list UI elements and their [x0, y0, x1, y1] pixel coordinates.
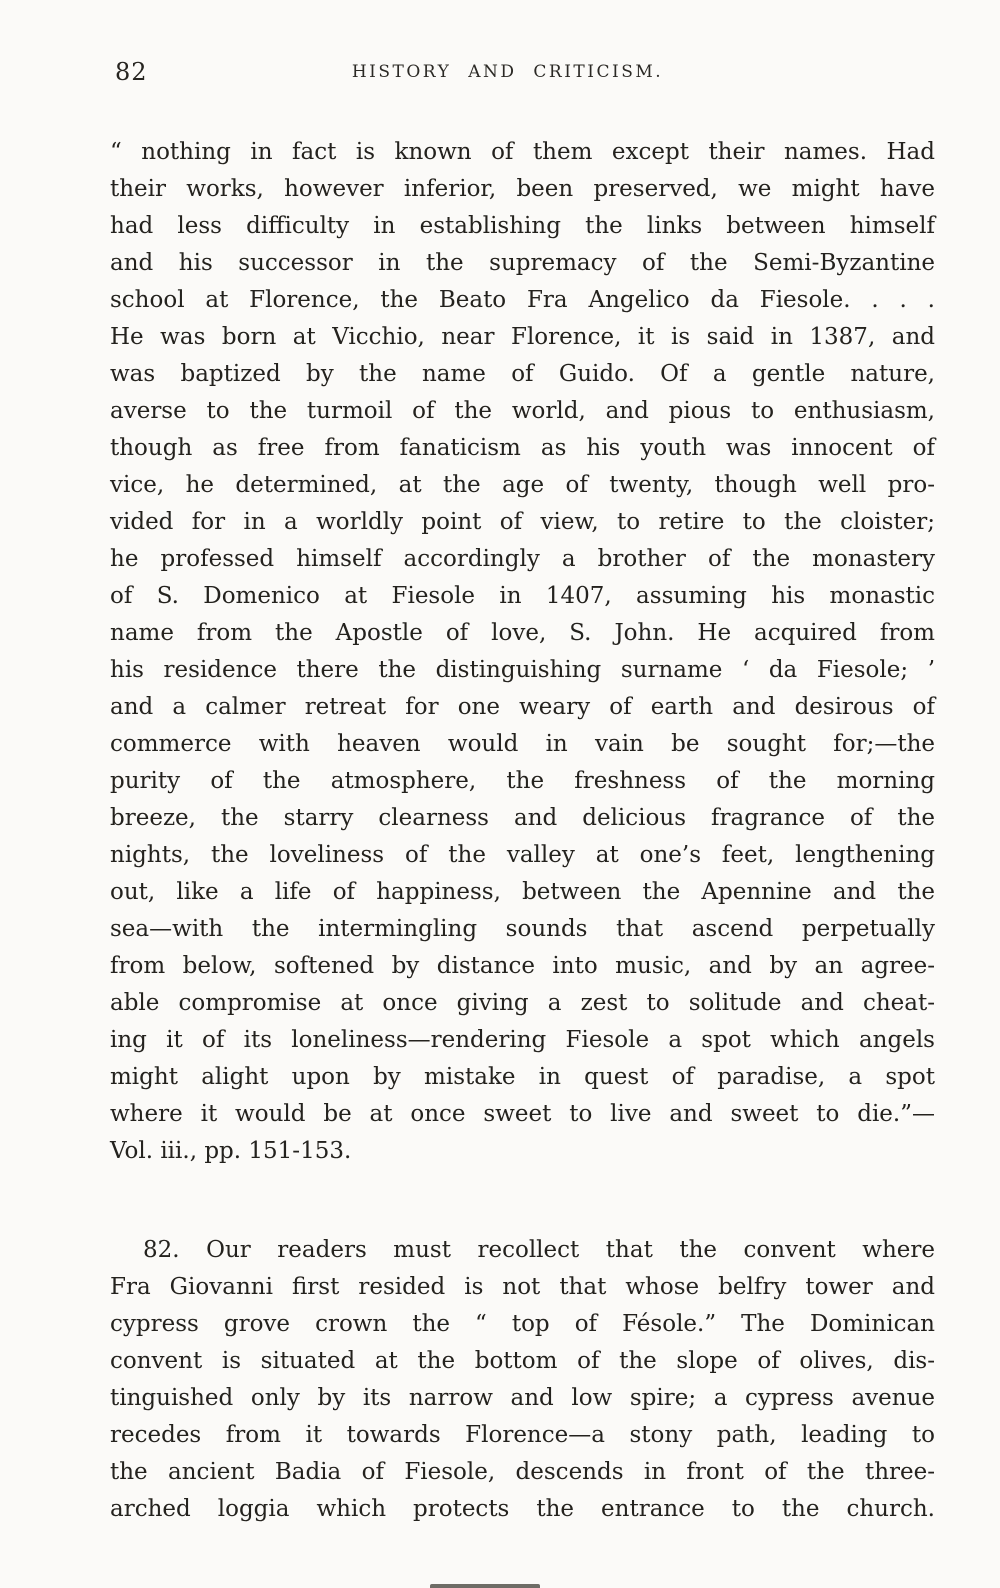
text-line: though as free from fanaticism as his youth was innocent of: [110, 435, 935, 461]
text-line: was baptized by the name of Guido. Of a gentle nature,: [110, 361, 935, 387]
text-line: tinguished only by its narrow and low spire; a cypress avenue: [110, 1385, 935, 1411]
text-line: had less difficulty in establishing the links between himself: [110, 213, 935, 239]
page-header: [110, 58, 935, 88]
text-line: able compromise at once giving a zest to solitude and cheat-: [110, 990, 935, 1016]
page-edge-shadow: [430, 1584, 540, 1588]
text-line: and a calmer retreat for one weary of earth and desirous of: [110, 694, 935, 720]
text-line: arched loggia which protects the entrance to the church.: [110, 1496, 935, 1522]
page-content: [110, 58, 935, 1528]
text-line: his residence there the distinguishing surname ‘ da Fiesole; ’: [110, 657, 935, 683]
text-line: of S. Domenico at Fiesole in 1407, assuming his monastic: [110, 583, 935, 609]
paragraph-quoted-extract: [110, 134, 935, 1170]
text-line: school at Florence, the Beato Fra Angelico da Fiesole. . . .: [110, 287, 935, 313]
text-line: he professed himself accordingly a brother of the monastery: [110, 546, 935, 572]
text-line: cypress grove crown the “ top of Fésole.” The Dominican: [110, 1311, 935, 1337]
text-line: convent is situated at the bottom of the slope of olives, dis-: [110, 1348, 935, 1374]
text-line: “ nothing in fact is known of them except their names. Had: [110, 139, 935, 165]
text-line: and his successor in the supremacy of the Semi-Byzantine: [110, 250, 935, 276]
text-line: from below, softened by distance into music, and by an agree-: [110, 953, 935, 979]
body-text: [110, 134, 935, 1528]
text-line: He was born at Vicchio, near Florence, it is said in 1387, and: [110, 324, 935, 350]
text-line: name from the Apostle of love, S. John. He acquired from: [110, 620, 935, 646]
paragraph-section-82: [110, 1232, 935, 1528]
page-number: 82: [115, 58, 148, 86]
text-line: recedes from it towards Florence—a stony path, leading to: [110, 1422, 935, 1448]
text-line: 82. Our readers must recollect that the convent where: [143, 1237, 935, 1263]
text-line: nights, the loveliness of the valley at one’s feet, lengthening: [110, 842, 935, 868]
text-line: purity of the atmosphere, the freshness of the morning: [110, 768, 935, 794]
text-line: vided for in a worldly point of view, to retire to the cloister;: [110, 509, 935, 535]
text-line: averse to the turmoil of the world, and pious to enthusiasm,: [110, 398, 935, 424]
text-line: the ancient Badia of Fiesole, descends in front of the three-: [110, 1459, 935, 1485]
text-line: might alight upon by mistake in quest of paradise, a spot: [110, 1064, 935, 1090]
text-line: sea—with the intermingling sounds that ascend perpetually: [110, 916, 935, 942]
text-line: vice, he determined, at the age of twenty, though well pro-: [110, 472, 935, 498]
text-line: out, like a life of happiness, between the Apennine and the: [110, 879, 935, 905]
text-line: ing it of its loneliness—rendering Fiesole a spot which angels: [110, 1027, 935, 1053]
text-line: Fra Giovanni first resided is not that whose belfry tower and: [110, 1274, 935, 1300]
text-line: their works, however inferior, been preserved, we might have: [110, 176, 935, 202]
text-line: Vol. iii., pp. 151-153.: [110, 1138, 352, 1164]
text-line: where it would be at once sweet to live and sweet to die.”—: [110, 1101, 935, 1127]
text-line: commerce with heaven would in vain be sought for;—the: [110, 731, 935, 757]
running-title: HISTORY AND CRITICISM.: [351, 62, 664, 82]
text-line: breeze, the starry clearness and delicious fragrance of the: [110, 805, 935, 831]
